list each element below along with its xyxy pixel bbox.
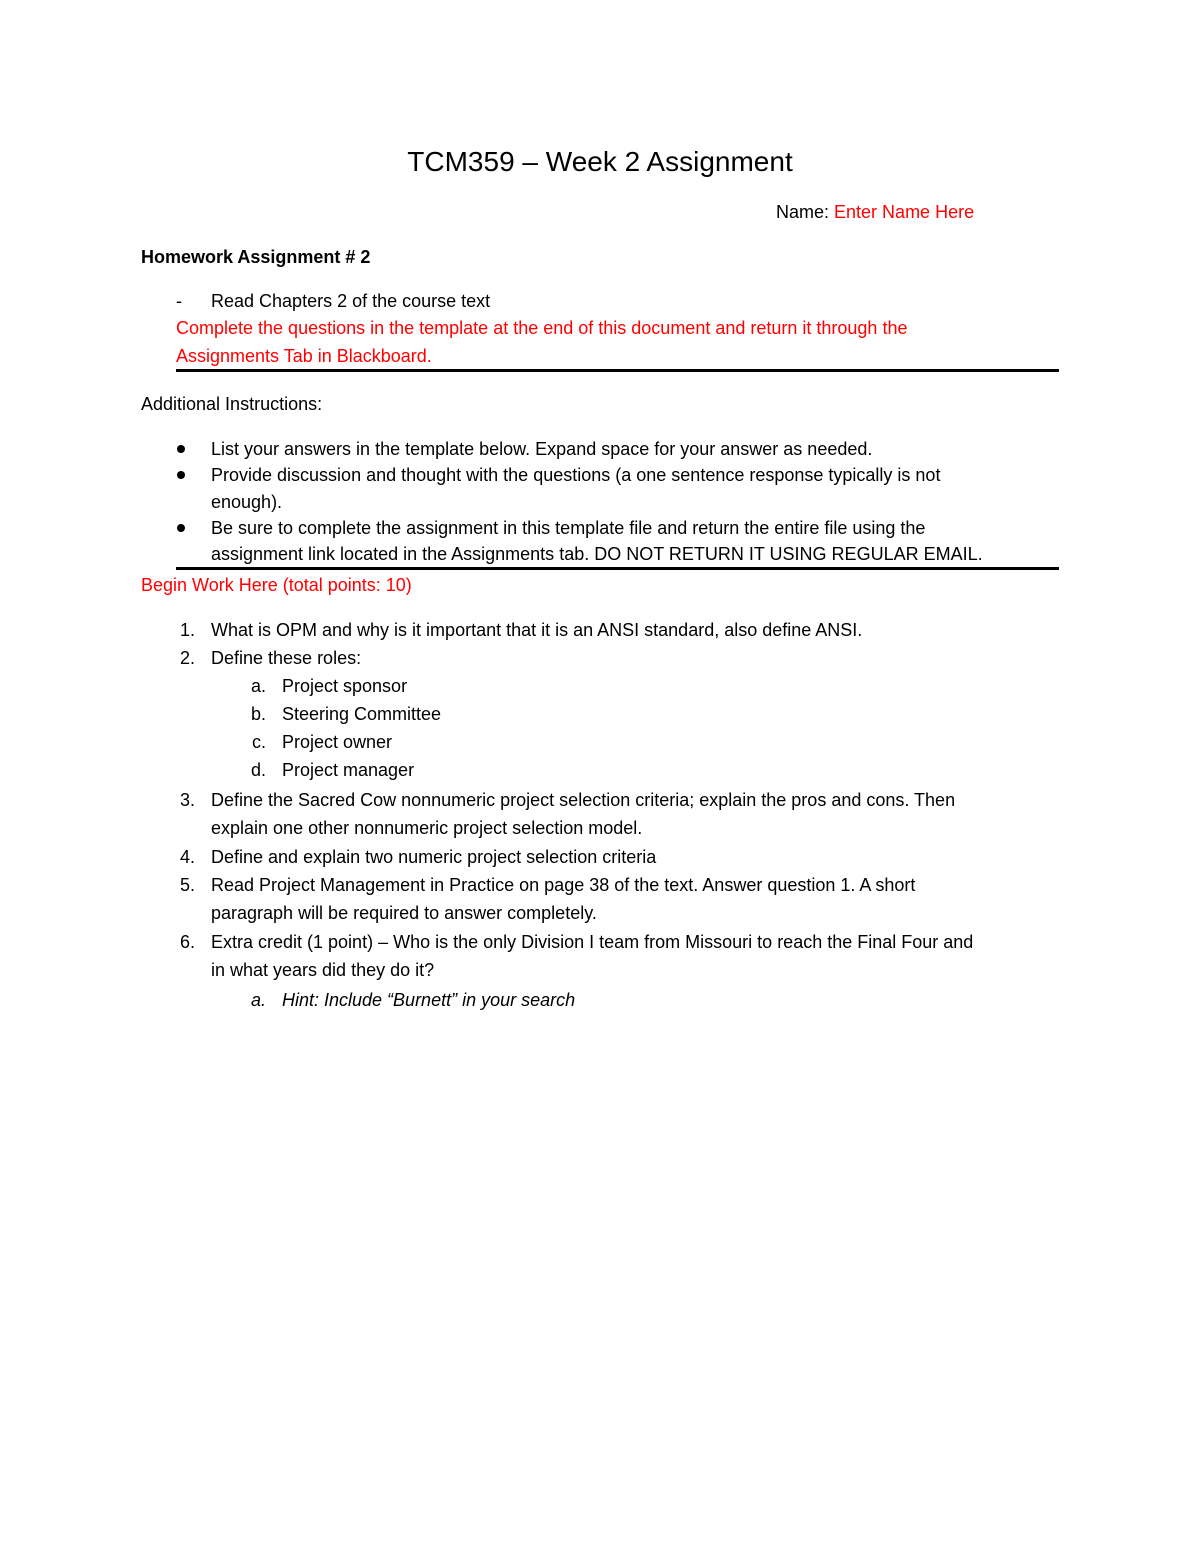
homework-heading: Homework Assignment # 2 [141,247,371,267]
role-letter: b. [250,704,266,724]
red-instruction-line-2: Assignments Tab in Blackboard. [176,346,432,366]
bullet-icon [177,445,185,453]
horizontal-rule-2 [176,567,1059,570]
question-text: Read Project Management in Practice on page 38 of the text. Answer question 1. A short [211,875,916,895]
role-letter: d. [250,760,266,780]
question-text: Define these roles: [211,648,362,668]
hint-letter: a. [250,990,266,1010]
reading-dash: - [176,291,182,311]
question-number: 1. [179,620,195,640]
question-text: paragraph will be required to answer completely. [211,903,597,923]
question-number: 6. [179,932,195,952]
bullet-line: List your answers in the template below. Expand space for your answer as needed. [211,439,873,459]
bullet-line: Provide discussion and thought with the questions (a one sentence response typically is not [211,465,941,485]
question-number: 2. [179,648,195,668]
bullet-icon [177,471,185,479]
bullet-icon [177,524,185,532]
question-number: 3. [179,790,195,810]
name-value: Enter Name Here [834,202,975,222]
role-letter: a. [250,676,266,696]
reading-item: Read Chapters 2 of the course text [211,291,491,311]
horizontal-rule-1 [176,369,1059,372]
begin-work-heading: Begin Work Here (total points: 10) [141,575,412,595]
bullet-line: assignment link located in the Assignments tab. DO NOT RETURN IT USING REGULAR EMAIL. [211,544,983,564]
role-text: Project manager [282,760,415,780]
document-title: TCM359 – Week 2 Assignment [407,146,793,177]
question-text: in what years did they do it? [211,960,435,980]
role-letter: c. [251,732,266,752]
question-number: 4. [179,847,195,867]
hint-text: Hint: Include “Burnett” in your search [282,990,576,1010]
red-instruction-line-1: Complete the questions in the template at the end of this document and return it through the [176,318,908,338]
question-number: 5. [179,875,195,895]
question-text: Define the Sacred Cow nonnumeric project selection criteria; explain the pros and cons. Then [211,790,956,810]
question-text: explain one other nonnumeric project selection model. [211,818,643,838]
question-text: What is OPM and why is it important that it is an ANSI standard, also define ANSI. [211,620,863,640]
name-label: Name: [776,202,830,222]
additional-instructions-label: Additional Instructions: [141,394,323,414]
question-text: Define and explain two numeric project selection criteria [211,847,657,867]
role-text: Project owner [282,732,393,752]
name-line [776,198,974,226]
role-text: Project sponsor [282,676,408,696]
question-text: Extra credit (1 point) – Who is the only Division I team from Missouri to reach the Final Four and [211,932,974,952]
role-text: Steering Committee [282,704,442,724]
bullet-line: Be sure to complete the assignment in this template file and return the entire file using the [211,518,926,538]
bullet-line: enough). [211,492,283,512]
